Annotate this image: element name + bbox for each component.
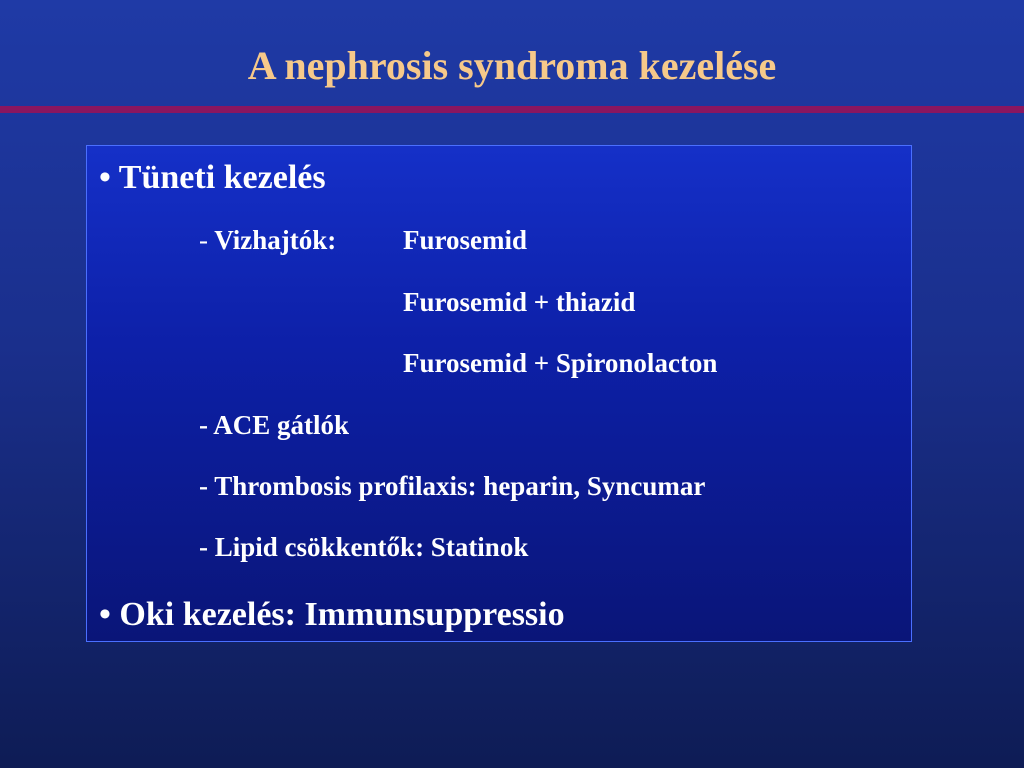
bullet-causal-treatment xyxy=(99,595,565,635)
diuretics-label: Vizhajtók: xyxy=(214,225,337,255)
sub-item-diuretics xyxy=(199,224,336,256)
drug-item: Furosemid + thiazid xyxy=(403,287,636,317)
title-divider xyxy=(0,106,1024,113)
bullet-marker: • xyxy=(99,596,111,633)
bullet-text: Oki kezelés: Immunsuppressio xyxy=(119,596,565,633)
sub-item-thrombosis-prophylaxis: - Thrombosis profilaxis: heparin, Syncumar xyxy=(199,471,706,501)
sub-item-ace-inhibitors: - ACE gátlók xyxy=(199,410,350,440)
content-box xyxy=(86,145,912,642)
bullet-text: Tüneti kezelés xyxy=(118,159,326,196)
sub-item-lipid-lowering: - Lipid csökkentők: Statinok xyxy=(199,532,529,562)
drug-item: Furosemid + Spironolacton xyxy=(403,348,718,378)
bullet-marker: • xyxy=(99,159,111,196)
dash-marker: - xyxy=(199,225,208,255)
bullet-symptomatic-treatment xyxy=(99,158,326,198)
drug-item: Furosemid xyxy=(403,225,528,255)
slide-title: A nephrosis syndroma kezelése xyxy=(247,43,777,88)
